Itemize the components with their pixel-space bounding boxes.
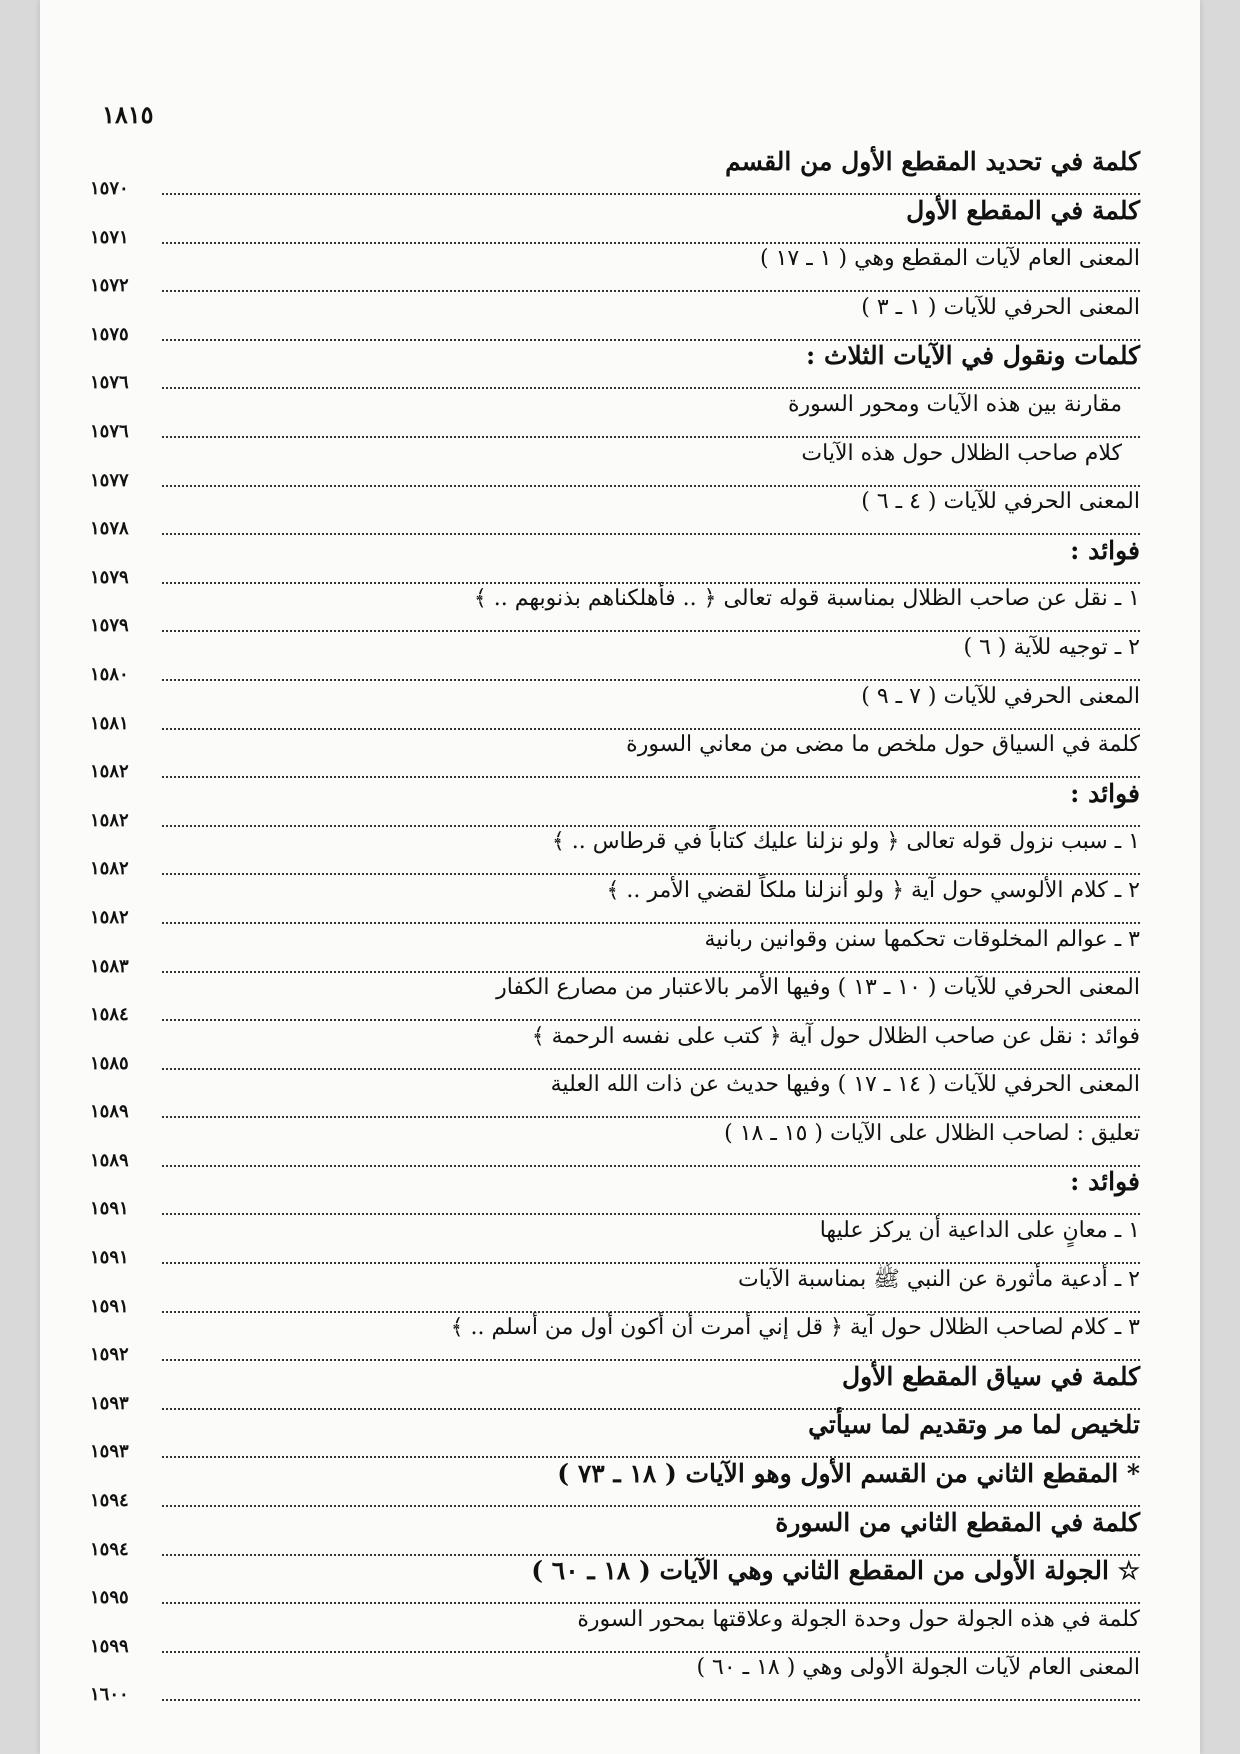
toc-entry-page: ١٥٧٧ [90,469,129,491]
toc-entry-leader [90,1636,1140,1656]
toc-entry [90,731,1140,783]
toc-entry-page: ١٥٨٥ [90,1052,129,1074]
toc-entry-title: كلمة في السياق حول ملخص ما مضى من معاني السورة [626,732,1140,758]
toc-entry-leader [90,1684,1140,1704]
dot-leader [162,1501,1140,1507]
toc-entry-leader [90,178,1140,198]
toc-entry-title: تعليق : لصاحب الظلال على الآيات ( ١٥ ـ ١٨ ) [724,1120,1140,1146]
toc-entry-title: كلمة في المقطع الثاني من السورة [775,1507,1140,1537]
toc-entry-title: ☆ الجولة الأولى من المقطع الثاني وهي الآيات ( ١٨ ـ ٦٠ ) [531,1556,1140,1586]
toc-entry-leader [90,1198,1140,1218]
toc-entry-title: ٣ ـ عوالم المخلوقات تحكمها سنن وقوانين ربانية [704,926,1140,952]
toc-entry-page: ١٥٨٩ [90,1101,129,1123]
toc-entry [90,1509,1140,1558]
toc-entry [90,1363,1140,1412]
toc-entry [90,634,1140,683]
toc-entry [90,197,1140,246]
toc-entry-title: ٢ ـ أدعية مأثورة عن النبي ﷺ بمناسبة الآيات [738,1266,1140,1292]
dot-leader [162,481,1140,487]
dot-leader [162,772,1140,778]
toc-entry-page: ١٥٧٦ [90,420,129,442]
toc-entry [90,1654,1140,1706]
toc-entry-page: ١٥٩٥ [90,1587,129,1609]
toc-entry-page: ١٥٨٢ [90,809,129,831]
toc-entry-title: فوائد : نقل عن صاحب الظلال حول آية ﴿ كتب على نفسه الرحمة ﴾ [531,1023,1140,1049]
toc-entry-leader [90,227,1140,247]
toc-entry [90,877,1140,926]
toc-entry-leader [90,372,1140,392]
toc-entry-page: ١٥٩٤ [90,1490,129,1512]
toc-entry-leader [90,615,1140,635]
toc-entry-page: ١٥٩٤ [90,1538,129,1560]
dot-leader [162,1404,1140,1410]
toc-entry-leader [90,1587,1140,1607]
toc-entry-page: ١٥٧٩ [90,615,129,637]
toc-entry-leader [90,858,1140,878]
toc-entry [90,245,1140,297]
toc-entry [90,294,1140,343]
toc-entry [90,488,1140,540]
toc-entry-page: ١٥٩١ [90,1247,129,1269]
dot-leader [162,869,1140,875]
toc-entry-page: ١٥٩٣ [90,1392,129,1414]
dot-leader [162,1112,1140,1118]
toc-entry [90,585,1140,637]
toc-entry-title: المعنى الحرفي للآيات ( ١٠ ـ ١٣ ) وفيها الأمر بالاعتبار من مصارع الكفار [496,975,1140,1001]
toc-entry-title: المعنى الحرفي للآيات ( ١٤ ـ ١٧ ) وفيها حديث عن ذات الله العلية [550,1072,1140,1098]
toc-entry-page: ١٥٧١ [90,226,129,248]
toc-entry-leader [90,421,1140,441]
toc-entry-page: ١٥٨٩ [90,1149,129,1171]
dot-leader [162,626,1140,632]
toc-entry [90,1556,1140,1609]
dot-leader [162,1598,1140,1604]
toc-entry-title: المعنى العام لآيات المقطع وهي ( ١ ـ ١٧ ) [760,246,1140,272]
toc-entry-page: ١٥٨١ [90,712,129,734]
dot-leader [162,529,1140,535]
toc-entry-title: كلمة في المقطع الأول [906,195,1140,225]
toc-entry-leader [90,1247,1140,1267]
toc-entry-leader [90,1004,1140,1024]
dot-leader [162,1550,1140,1556]
dot-leader [162,1015,1140,1021]
toc-entry-title: ١ ـ نقل عن صاحب الظلال بمناسبة قوله تعالى ﴿ .. فأهلكناهم بذنوبهم .. ﴾ [473,586,1140,612]
toc-entry-title: مقارنة بين هذه الآيات ومحور السورة [787,391,1122,417]
toc-entry-leader [90,1101,1140,1121]
toc-entry-title: فوائد : [1070,535,1140,565]
dot-leader [162,1161,1140,1167]
toc-entry-page: ١٥٨٤ [90,1004,129,1026]
toc-entry-page: ١٥٨٢ [90,906,129,928]
toc-entry-leader [90,470,1140,490]
dot-leader [162,821,1140,827]
toc-entry [90,1459,1140,1512]
toc-entry-title: ٢ ـ كلام الألوسي حول آية ﴿ ولو أنزلنا ملكاً لقضي الأمر .. ﴾ [606,877,1140,903]
toc-entry-page: ١٥٩١ [90,1295,129,1317]
toc-entry-title: فوائد : [1070,1167,1140,1197]
toc-entry-page: ١٥٩١ [90,1198,129,1220]
toc-entry-title: كلمة في تحديد المقطع الأول من القسم [725,147,1140,176]
toc-entry-page: ١٥٧٨ [90,518,129,540]
document-page [40,0,1200,1754]
toc-entry-page: ١٥٧٠ [90,178,129,199]
toc-entry-leader [90,907,1140,927]
toc-entry-title: كلام صاحب الظلال حول هذه الآيات [801,440,1122,466]
toc-entry [90,1410,1140,1463]
dot-leader [162,1064,1140,1070]
toc-entry-page: ١٥٧٢ [90,275,129,297]
dot-leader [162,1452,1140,1458]
toc-entry [90,974,1140,1026]
toc-entry-page: ١٥٩٣ [90,1441,129,1463]
toc-entry-title: كلمات ونقول في الآيات الثلاث : [806,341,1140,371]
toc-entry-leader [90,518,1140,538]
dot-leader [162,238,1140,244]
toc-entry [90,1071,1140,1123]
toc-entry-page: ١٥٩٢ [90,1344,129,1366]
toc-entry-page: ١٥٨٠ [90,663,129,685]
table-of-contents [90,147,1140,1706]
toc-entry-leader [90,956,1140,976]
toc-entry-title: تلخيص لما مر وتقديم لما سيأتي [808,1410,1140,1440]
dot-leader [162,335,1140,341]
toc-entry-title: المعنى العام لآيات الجولة الأولى وهي ( ١٨ ـ ٦٠ ) [696,1655,1140,1681]
toc-entry [90,1023,1140,1072]
toc-entry [90,683,1140,732]
toc-entry [90,828,1140,880]
toc-entry-page: ١٥٧٩ [90,566,129,588]
dot-leader [162,578,1140,584]
toc-entry [90,440,1140,489]
toc-entry-page: ١٥٨٢ [90,761,129,783]
toc-entry-leader [90,1053,1140,1073]
toc-entry-leader [90,713,1140,733]
dot-leader [162,724,1140,730]
toc-entry-page: ١٥٨٣ [90,955,129,977]
dot-leader [162,967,1140,973]
toc-entry-title: كلمة في سياق المقطع الأول [841,1361,1140,1391]
toc-entry-leader [90,1150,1140,1170]
toc-entry [90,391,1140,440]
toc-entry-title: * المقطع الثاني من القسم الأول وهو الآيات ( ١٨ ـ ٧٣ ) [557,1459,1140,1489]
toc-entry-leader [90,810,1140,830]
dot-leader [162,918,1140,924]
dot-leader [162,1307,1140,1313]
dot-leader [162,189,1140,195]
toc-entry [90,1217,1140,1269]
toc-entry-page: ١٥٨٢ [90,858,129,880]
dot-leader [162,1647,1140,1653]
toc-entry [90,926,1140,975]
dot-leader [162,1209,1140,1215]
toc-entry-title: ٢ ـ توجيه للآية ( ٦ ) [963,634,1140,660]
toc-entry [90,341,1140,394]
toc-entry-leader [90,275,1140,295]
page-number: ١٨١٥ [102,100,154,129]
dot-leader [162,432,1140,438]
toc-entry-leader [90,664,1140,684]
toc-entry-page: ١٥٧٦ [90,372,129,394]
toc-entry-page: ١٥٧٥ [90,323,129,345]
toc-entry-leader [90,761,1140,781]
toc-entry [90,537,1140,586]
dot-leader [162,675,1140,681]
toc-entry [90,1606,1140,1655]
dot-leader [162,286,1140,292]
toc-entry [90,148,1140,197]
dot-leader [162,383,1140,389]
toc-entry [90,780,1140,829]
toc-entry-title: ١ ـ سبب نزول قوله تعالى ﴿ ولو نزلنا عليك كتاباً في قرطاس .. ﴾ [551,829,1140,855]
toc-entry [90,1314,1140,1366]
toc-entry-title: فوائد : [1070,778,1140,808]
toc-entry-title: كلمة في هذه الجولة حول وحدة الجولة وعلاقتها بمحور السورة [577,1606,1140,1632]
toc-entry-title: المعنى الحرفي للآيات ( ٤ ـ ٦ ) [861,489,1140,515]
toc-entry-title: المعنى الحرفي للآيات ( ١ ـ ٣ ) [861,294,1140,320]
toc-entry-leader [90,1296,1140,1316]
toc-entry-page: ١٥٩٩ [90,1635,129,1657]
toc-entry [90,1167,1140,1220]
toc-entry-title: ١ ـ معانٍ على الداعية أن يركز عليها [819,1218,1140,1244]
toc-entry-page: ١٦٠٠ [90,1684,129,1706]
toc-entry-title: المعنى الحرفي للآيات ( ٧ ـ ٩ ) [861,683,1140,709]
dot-leader [162,1258,1140,1264]
toc-entry [90,1120,1140,1169]
dot-leader [162,1695,1140,1701]
toc-entry-title: ٣ ـ كلام لصاحب الظلال حول آية ﴿ قل إني أمرت أن أكون أول من أسلم .. ﴾ [450,1315,1140,1341]
toc-entry [90,1266,1140,1315]
dot-leader [162,1355,1140,1361]
toc-entry-leader [90,567,1140,587]
